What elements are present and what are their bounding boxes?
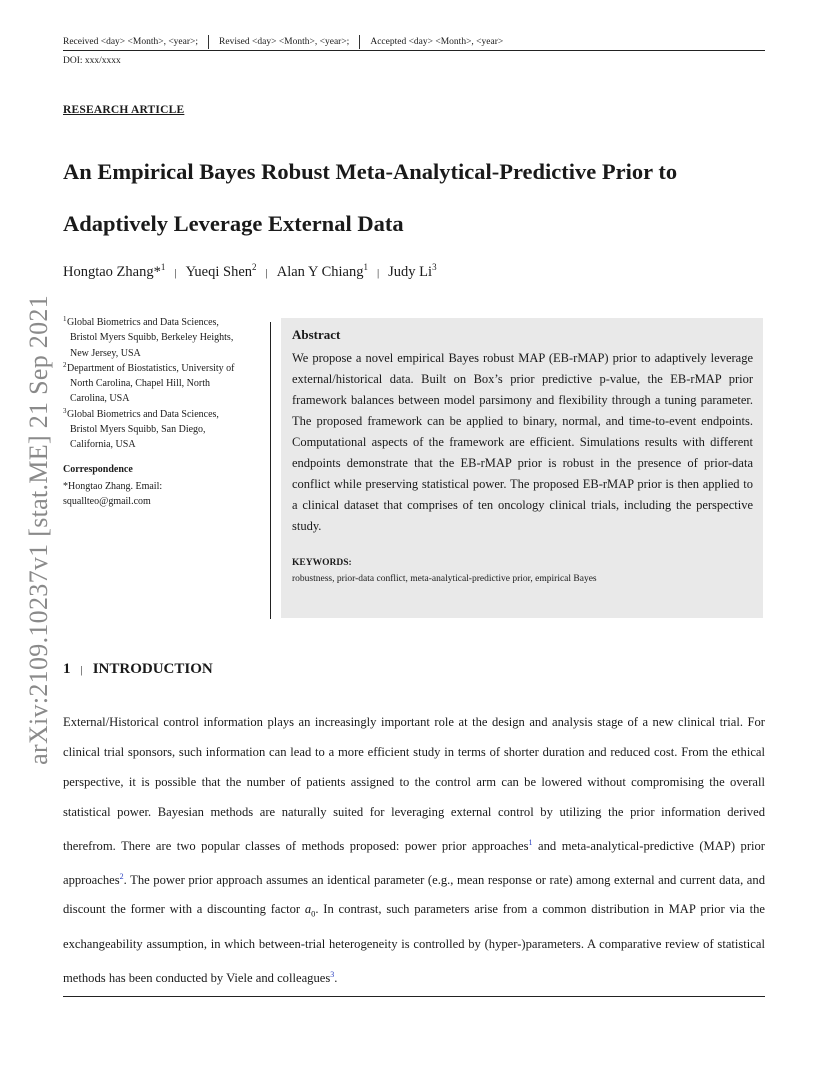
date-divider <box>359 35 360 49</box>
affiliation: 2 Department of Biostatistics, University of North Carolina, Chapel Hill, North Carolina, USA <box>63 360 235 405</box>
column-divider <box>270 322 271 619</box>
doi: DOI: xxx/xxxx <box>63 56 121 66</box>
correspondence-details <box>63 479 263 510</box>
article-type: RESEARCH ARTICLE <box>63 104 185 116</box>
affiliations <box>63 315 268 453</box>
revised-date: Revised <day> <Month>, <year>; <box>219 37 350 47</box>
keywords-list: robustness, prior-data conflict, meta-analytical-predictive prior, empirical Bayes <box>292 574 597 584</box>
accepted-date: Accepted <day> <Month>, <year> <box>370 37 504 47</box>
discount-factor-symbol: a <box>304 902 312 917</box>
abstract-text: We propose a novel empirical Bayes robust MAP (EB-rMAP) prior to adaptively leverage external/historical data. Built on Box’s prior predictive p-value, the EB-rMAP prior framework balances between model parsimony and flexibility through a tuning parameter. The proposed framework can be applied to binary, normal, and time-to-event endpoints. Computational aspects of the framework are efficient. Simulations results with different endpoints demonstrate that the EB-rMAP prior is robust in the presence of prior-data conflict while preserving statistical power. The proposed EB-rMAP prior is then applied to a clinical dataset that comprises of ten oncology clinical trials, including the perspective study. <box>292 351 753 533</box>
author: Hongtao Zhang*$^1$ <box>63 262 166 280</box>
introduction-paragraph: External/Historical control information plays an increasingly important role at the design and analysis stage of a new clinical trial. For clinical trial sponsors, such information can lead to a more efficient study in terms of shorter duration and reduced cost. From the ethical perspective, it is possible that the number of patients assigned to the control arm can be lowered without compromising the overall statistical power. Bayesian methods are naturally suited for leveraging external control by utilizing the prior information derived therefrom. There are two popular classes of methods proposed: power prior approaches$^1$ and meta-analytical-predictive (MAP) prior approaches$^2$. The power prior approach assumes an identical parameter (e.g., mean response or rate) among external and current data, and discount the former with a discounting factor $a_0$. In contrast, such parameters arise from a common distribution in MAP prior via the exchangeability assumption, in which between-trial heterogeneity is controlled by (hyper-)parameters. A comparative review of statistical methods has been conducted by Viele and colleagues$^3$. <box>63 715 766 985</box>
title-line-2: Adaptively Leverage External Data <box>63 211 404 236</box>
correspondence-email: squallteo@gmail.com <box>63 496 151 508</box>
section-number: 1 <box>63 661 71 677</box>
author-list <box>63 262 437 281</box>
citation-link[interactable]: 2 <box>119 871 124 881</box>
affiliation: 3 Global Biometrics and Data Sciences, Bristol Myers Squibb, San Diego, California, USA <box>63 406 219 451</box>
received-date: Received <day> <Month>, <year>; <box>63 37 199 47</box>
keywords-heading: KEYWORDS: <box>292 558 352 568</box>
correspondence-name: *Hongtao Zhang. Email: <box>63 481 163 492</box>
citation-link[interactable]: 3 <box>330 969 335 979</box>
correspondence-heading: Correspondence <box>63 464 133 475</box>
affiliation: 1 Global Biometrics and Data Sciences, Bristol Myers Squibb, Berkeley Heights, New Jersey, USA <box>63 315 234 359</box>
abstract-heading: Abstract <box>292 327 341 342</box>
author: Alan Y Chiang$^1$ <box>276 262 368 280</box>
header-rule <box>63 50 765 51</box>
author: Judy Li$^3$ <box>388 262 437 280</box>
section-separator: | <box>80 663 83 676</box>
footer-rule <box>63 996 765 997</box>
arxiv-identifier: arXiv:2109.10237v1 [stat.ME] 21 Sep 2021 <box>24 295 53 765</box>
author: Yueqi Shen$^2$ <box>185 262 257 280</box>
date-divider <box>208 35 209 49</box>
publication-dates <box>63 35 503 49</box>
title-line-1: An Empirical Bayes Robust Meta-Analytical-Predictive Prior to <box>63 159 678 184</box>
author-separator: | <box>376 267 380 279</box>
author-separator: | <box>174 267 177 279</box>
paper-title <box>63 146 765 250</box>
citation-link[interactable]: 1 <box>528 837 533 847</box>
section-heading <box>63 661 213 678</box>
section-title: INTRODUCTION <box>92 661 213 677</box>
author-separator: | <box>265 267 268 279</box>
arxiv-stamp <box>24 280 54 780</box>
